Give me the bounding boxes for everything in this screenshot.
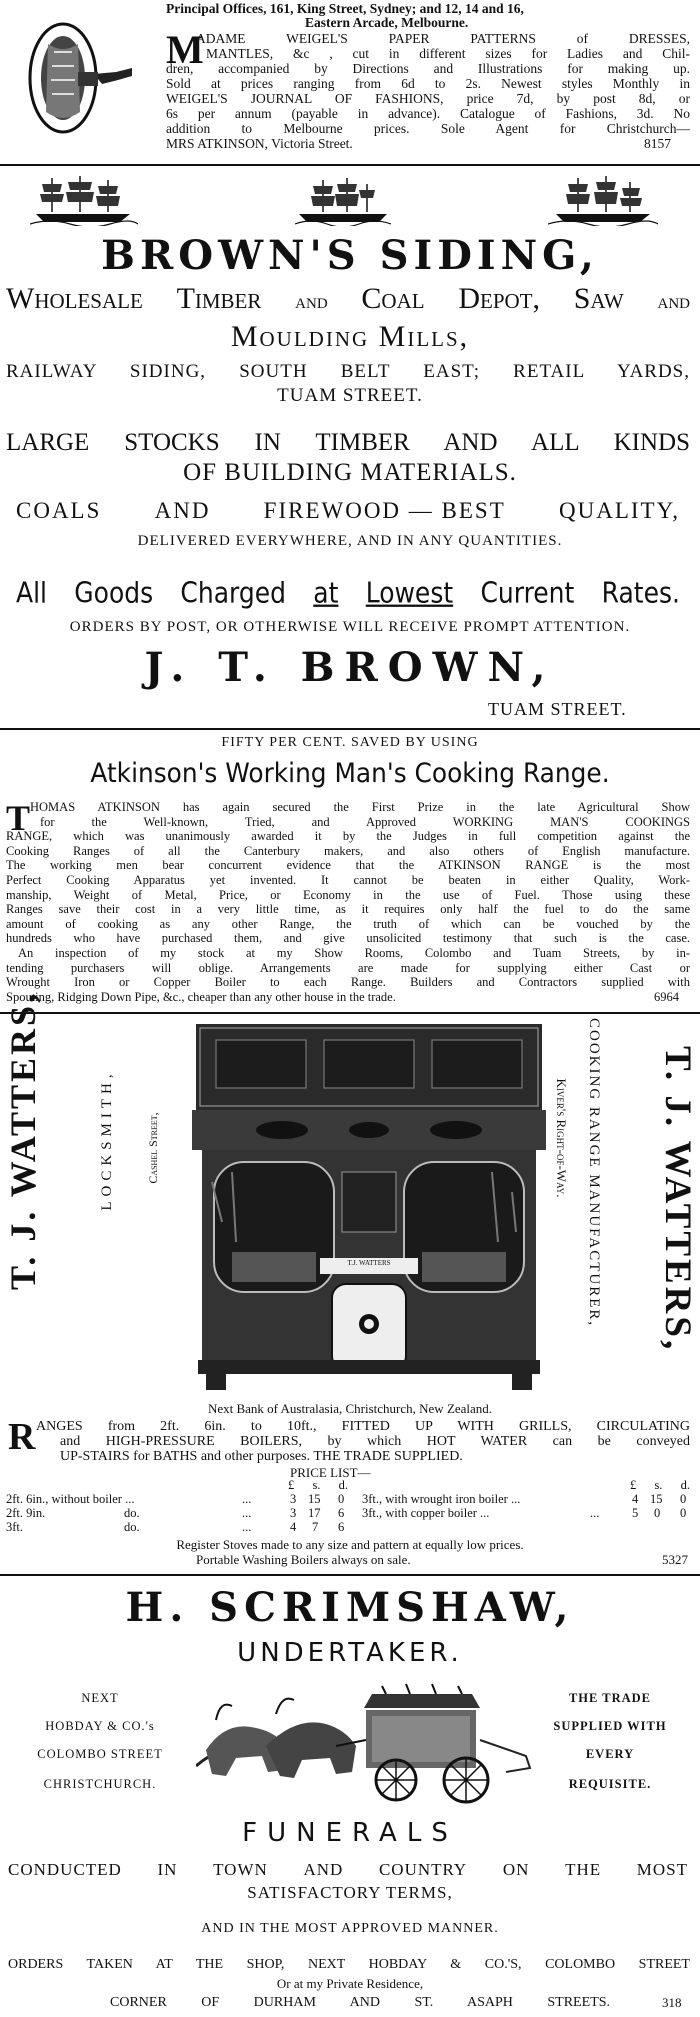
- price-shillings: 15: [308, 1492, 321, 1506]
- conducted-word: MOST: [636, 1860, 688, 1879]
- atkinson-body-line: for the Well-known, Tried, and Approved WORKING MAN'S COOKINGS: [40, 814, 690, 829]
- browns-address-line: RAILWAY SIDING, SOUTH BELT EAST; RETAIL YARDS,: [6, 361, 690, 382]
- watters-right-patent: Kiver's Right-of-Way.: [554, 1078, 569, 1198]
- browns-goods-line: [16, 576, 680, 609]
- weigel-line-agent: addition to Melbourne prices. Sole Agent for Christchurch—: [166, 121, 690, 136]
- atkinson-body-line: tending purchasers will oblige. Arrangements are made for supplying either Cast or: [6, 960, 690, 975]
- browns-subtitle-moulding-mills: Moulding Mills,: [230, 320, 470, 353]
- cooking-range-stove-illustration: [192, 1022, 546, 1392]
- browns-address-tuam: TUAM STREET.: [277, 385, 423, 406]
- subtitle-word: Timber: [176, 282, 262, 315]
- coals-word: QUALITY,: [558, 498, 680, 523]
- browns-stocks-line: LARGE STOCKS IN TIMBER AND ALL KINDS: [6, 429, 690, 456]
- conducted-word: IN: [157, 1860, 178, 1879]
- atkinson-body-line: hundreds who have purchased them, and give unsolicited testimony that such is the case.: [6, 931, 690, 946]
- browns-proprietor-street: TUAM STREET.: [488, 699, 627, 719]
- price-pence: 0: [680, 1506, 687, 1520]
- currency-symbol: d.: [680, 1478, 690, 1492]
- watters-stove-plate: T.J. WATTERS: [347, 1259, 391, 1267]
- price-pounds: 3: [290, 1492, 297, 1506]
- price-pounds: 4: [290, 1520, 297, 1534]
- atkinson-body-line: Ranges save their cost in a very little time, as it requires only half the fuel to do the same: [6, 902, 690, 917]
- goods-word: Rates.: [601, 575, 680, 610]
- scrimshaw-left-next: NEXT: [81, 1691, 119, 1705]
- coals-word: COALS: [16, 498, 102, 523]
- price-size: 3ft.: [6, 1520, 24, 1534]
- price-dots: ...: [590, 1506, 600, 1520]
- price-row: [6, 1506, 346, 1520]
- price-row: [362, 1492, 694, 1506]
- browns-delivered-line: DELIVERED EVERYWHERE, AND IN ANY QUANTITIES.: [137, 533, 563, 549]
- browns-siding-title: BROWN'S SIDING,: [101, 232, 599, 279]
- weigel-line-prices: Sold at prices ranging from 6d to 2s. Newest styles Monthly in: [166, 76, 690, 91]
- atkinson-body-line: RANGE, which was unanimously awarded it by the Judges in full competition against the: [6, 829, 690, 844]
- scrimshaw-right-supplied: SUPPLIED WITH: [553, 1719, 667, 1733]
- weigel-line-offices: Principal Offices, 161, King Street, Sydney; and 12, 14 and 16,: [166, 1, 524, 16]
- watters-right-name: T. J. WATTERS,: [657, 1046, 698, 1353]
- browns-orders-line: ORDERS BY POST, OR OTHERWISE WILL RECEIVE PROMPT ATTENTION.: [69, 619, 631, 635]
- atkinson-body-line: HOMAS ATKINSON has again secured the First Prize in the late Agricultural Show: [30, 800, 690, 814]
- atkinson-kicker: FIFTY PER CENT. SAVED BY USING: [221, 735, 479, 750]
- price-pence: 6: [338, 1520, 345, 1534]
- atkinson-ref-number: 6964: [654, 990, 679, 1004]
- scrimshaw-right-trade: THE TRADE: [568, 1691, 652, 1705]
- conducted-word: CONDUCTED: [8, 1860, 122, 1879]
- atkinson-body-line: Cooking Ranges of all the Canterbury makers, and also others of English manufacture.: [6, 843, 690, 858]
- goods-word: Lowest: [365, 575, 454, 610]
- price-row: [6, 1492, 346, 1506]
- price-size: 2ft. 6in., without boiler ...: [6, 1492, 135, 1506]
- scrimshaw-right-requisite: REQUISITE.: [568, 1777, 652, 1791]
- atkinson-body-line: An inspection of my stock at my Show Rooms, Colombo and Tuam Streets, by in-: [18, 945, 690, 960]
- conducted-word: COUNTRY: [378, 1860, 468, 1879]
- watters-line-ranges: ANGES from 2ft. 6in. to 10ft., FITTED UP WITH GRILLS, CIRCULATING: [36, 1419, 690, 1434]
- dress-form-pointing-hand-illustration: [8, 14, 136, 142]
- scrimshaw-residence: Or at my Private Residence,: [276, 1976, 424, 1991]
- scrimshaw-left-hobday: HOBDAY & CO.'s: [45, 1719, 155, 1733]
- atkinson-body-line: Perfect Cooking Apparatus yet invented. It cannot be beaten in either Quality, Work-: [6, 872, 690, 887]
- sailing-ship-illustration-left: [30, 174, 138, 226]
- price-dots: ...: [242, 1492, 252, 1506]
- scrimshaw-subtitle: UNDERTAKER.: [237, 1638, 463, 1668]
- watters-washing-boilers: Portable Washing Boilers always on sale.: [196, 1552, 411, 1567]
- weigel-line-journal: WEIGEL'S JOURNAL OF FASHIONS, price 7d, by post 8d, or: [166, 91, 690, 106]
- watters-left-trade: LOCKSMITH,: [99, 1069, 115, 1211]
- weigel-drop-cap: M: [166, 27, 204, 72]
- watters-drop-cap: R: [8, 1416, 36, 1458]
- scrimshaw-funerals: FUNERALS: [242, 1818, 458, 1848]
- watters-line-boilers: and HIGH-PRESSURE BOILERS, by which HOT WATER can be conveyed: [60, 1434, 690, 1449]
- goods-word: Charged: [180, 575, 287, 610]
- divider: [0, 164, 700, 166]
- subtitle-word: Depot,: [458, 282, 540, 315]
- price-pounds: 5: [632, 1506, 639, 1520]
- sailing-ship-illustration-center: [295, 176, 391, 226]
- price-pence: 0: [680, 1492, 687, 1506]
- scrimshaw-left-christchurch: CHRISTCHURCH.: [43, 1777, 157, 1791]
- currency-symbol: s.: [312, 1478, 321, 1492]
- weigel-line-mantles: MANTLES, &c , cut in different sizes for Ladies and Chil-: [206, 46, 690, 61]
- divider: [0, 1574, 700, 1576]
- conducted-word: THE: [565, 1860, 602, 1879]
- scrimshaw-manner: AND IN THE MOST APPROVED MANNER.: [201, 1921, 499, 1936]
- coals-word: AND: [154, 498, 211, 523]
- currency-header-left: [288, 1478, 348, 1493]
- price-dots: ...: [242, 1506, 252, 1520]
- goods-word: Current: [480, 575, 575, 610]
- scrimshaw-conducted-line: [8, 1860, 688, 1880]
- watters-left-street: Cashel Street,: [146, 1112, 160, 1184]
- subtitle-word: and: [657, 288, 690, 313]
- conducted-word: ON: [502, 1860, 530, 1879]
- price-desc: do.: [124, 1506, 140, 1520]
- price-shillings: 7: [312, 1520, 319, 1534]
- weigel-line-patterns: ADAME WEIGEL'S PAPER PATTERNS of DRESSES,: [196, 31, 690, 46]
- price-pounds: 3: [290, 1506, 297, 1520]
- browns-building-materials: OF BUILDING MATERIALS.: [183, 459, 517, 486]
- scrimshaw-left-colombo: COLOMBO STREET: [37, 1747, 163, 1761]
- atkinson-body-line: Wrought Iron or Copper Boiler to each Range. Builders and Contractors supplied with: [6, 975, 690, 990]
- scrimshaw-right-every: EVERY: [585, 1747, 635, 1761]
- watters-right-trade: COOKING RANGE MANUFACTURER,: [586, 1018, 602, 1328]
- price-size: 2ft. 9in.: [6, 1506, 46, 1520]
- atkinson-body: [6, 800, 690, 1004]
- price-row: [6, 1520, 346, 1534]
- price-desc: do.: [124, 1520, 140, 1534]
- atkinson-drop-cap: T: [6, 798, 31, 838]
- coals-word: FIREWOOD — BEST: [263, 498, 506, 523]
- divider: [0, 1012, 700, 1014]
- watters-ref-number: 5327: [662, 1552, 688, 1567]
- watters-line-upstairs: UP-STAIRS for BATHS and other purposes. THE TRADE SUPPLIED.: [60, 1449, 463, 1464]
- weigel-ref-number: 8157: [644, 136, 671, 151]
- goods-word: All: [16, 575, 47, 610]
- price-shillings: 17: [308, 1506, 321, 1520]
- subtitle-word: Coal: [361, 282, 425, 315]
- subtitle-word: Wholesale: [6, 282, 143, 315]
- atkinson-title: Atkinson's Working Man's Cooking Range.: [90, 758, 610, 789]
- atkinson-body-line: amount of cooking as any other Range, the truth of which can be vouched by the: [6, 916, 690, 931]
- price-dots: ...: [242, 1520, 252, 1534]
- horse-drawn-hearse-illustration: [196, 1680, 540, 1806]
- browns-proprietor-name: J. T. BROWN,: [144, 644, 556, 691]
- watters-register-stoves: Register Stoves made to any size and pattern at equally low prices.: [176, 1537, 524, 1552]
- goods-word: at: [313, 575, 339, 610]
- price-list-title: PRICE LIST—: [290, 1465, 371, 1480]
- scrimshaw-corner: CORNER OF DURHAM AND ST. ASAPH STREETS.: [110, 1995, 610, 2010]
- scrimshaw-orders: ORDERS TAKEN AT THE SHOP, NEXT HOBDAY & CO.'S, COLOMBO STREET: [8, 1957, 690, 1972]
- atkinson-body-line: Spouting, Ridging Down Pipe, &c., cheaper than any other house in the trade.: [6, 989, 396, 1004]
- price-size: 3ft., with wrought iron boiler ...: [362, 1492, 521, 1506]
- watters-left-name: T. J. WATTERS,: [3, 990, 43, 1290]
- goods-word: Goods: [74, 575, 154, 610]
- price-pence: 6: [338, 1506, 345, 1520]
- divider: [0, 728, 700, 730]
- currency-symbol: £: [288, 1478, 295, 1492]
- browns-subtitle-wholesale: [6, 282, 690, 316]
- price-pence: 0: [338, 1492, 345, 1506]
- subtitle-word: and: [295, 288, 328, 313]
- sailing-ship-illustration-right: [548, 174, 658, 226]
- subtitle-word: Saw: [573, 282, 624, 315]
- price-row: [362, 1506, 694, 1520]
- weigel-line-arcade: Eastern Arcade, Melbourne.: [305, 15, 469, 30]
- weigel-line-atkinson: MRS ATKINSON, Victoria Street.: [166, 136, 353, 151]
- weigel-line-children: dren, accompanied by Directions and Illustrations for making up.: [166, 61, 690, 76]
- currency-symbol: £: [630, 1478, 637, 1492]
- conducted-word: AND: [303, 1860, 344, 1879]
- price-pounds: 4: [632, 1492, 639, 1506]
- currency-header-right: [630, 1478, 690, 1493]
- browns-coals-line: [16, 498, 680, 524]
- scrimshaw-title: H. SCRIMSHAW,: [125, 1584, 575, 1631]
- price-size: 3ft., with copper boiler ...: [362, 1506, 490, 1520]
- atkinson-body-line: manship, Weight of Metal, Price, or Economy in the use of Fuel. Those using these: [6, 887, 690, 902]
- weigel-line-annum: 6s per annum (payable in advance). Catalogue of Fashions, 3d. No: [166, 106, 690, 121]
- price-shillings: 15: [650, 1492, 663, 1506]
- currency-symbol: d.: [338, 1478, 348, 1492]
- scrimshaw-ref-number: 318: [662, 1995, 682, 2010]
- watters-address: Next Bank of Australasia, Christchurch, New Zealand.: [207, 1401, 493, 1416]
- price-shillings: 0: [654, 1506, 661, 1520]
- currency-symbol: s.: [654, 1478, 663, 1492]
- scrimshaw-terms: SATISFACTORY TERMS,: [247, 1883, 453, 1902]
- conducted-word: TOWN: [213, 1860, 268, 1879]
- atkinson-body-line: The working men bear concurrent evidence that the ATKINSON RANGE is the most: [6, 858, 690, 873]
